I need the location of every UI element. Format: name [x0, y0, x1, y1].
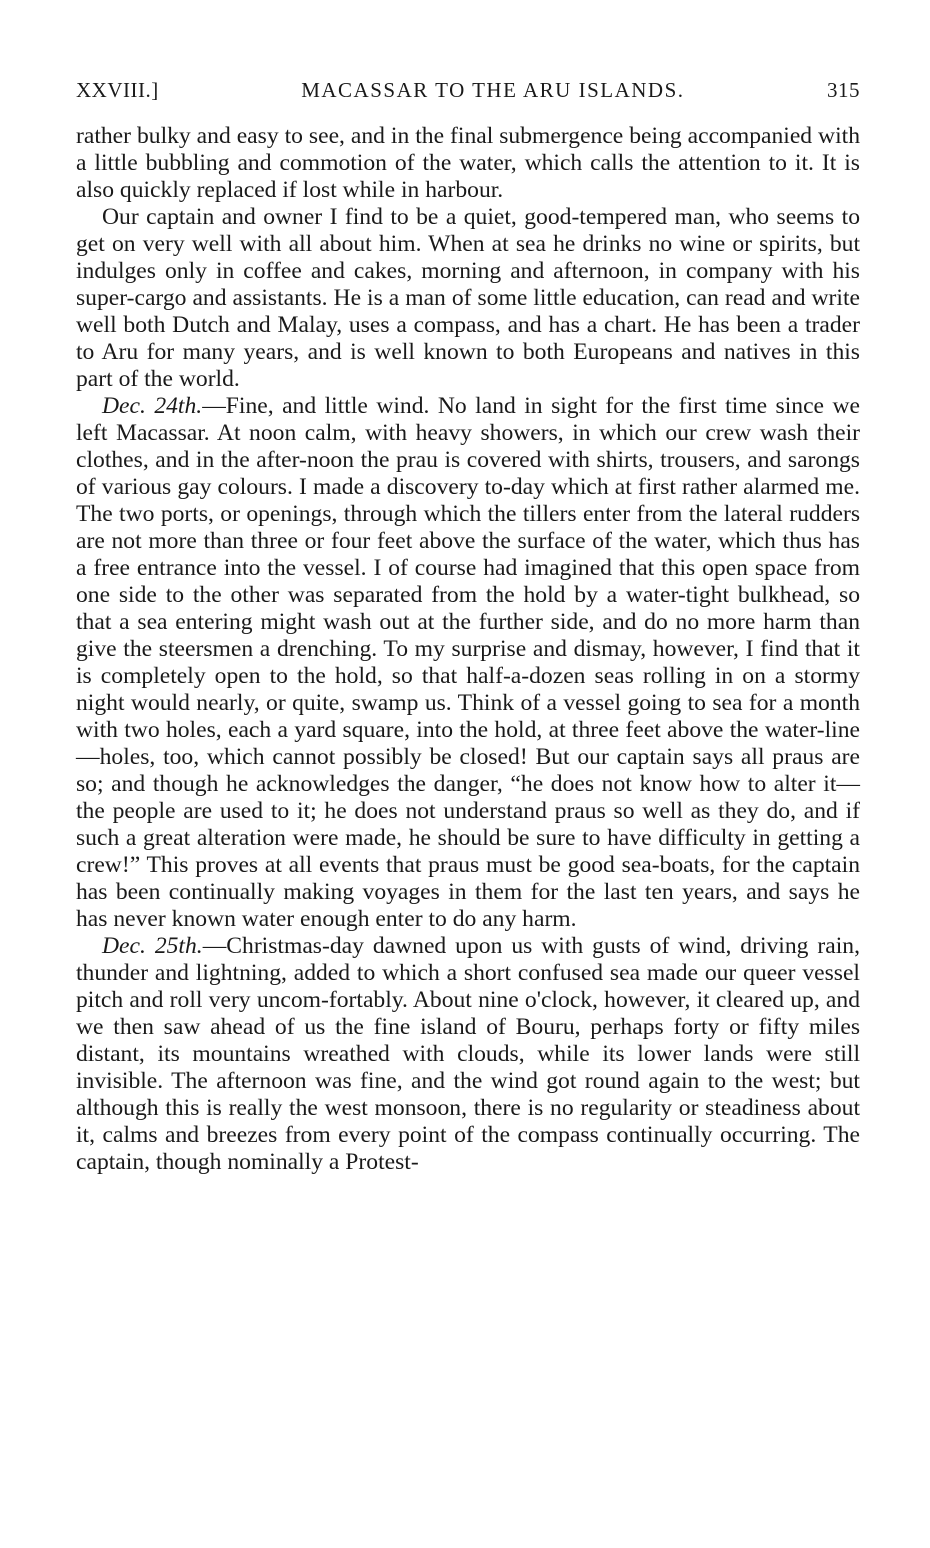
date-label: Dec. 24th. [102, 393, 203, 419]
date-label: Dec. 25th. [102, 933, 203, 959]
paragraph-text: —Fine, and little wind. No land in sight for the first time since we left Macassar. At noon calm, with heavy showers, in which our crew wash their clothes, and in the after-noon the prau is covered with shirts, trousers, and sarongs of various gay colours. I made a discovery to-day which at first rather alarmed me. The two ports, or openings, through which the tillers enter from the lateral rudders are not more than three or four feet above the surface of the water, which thus has a free entrance into the vessel. I of course had imagined that this open space from one side to the other was separated from the hold by a water-tight bulkhead, so that a sea entering might wash out at the further side, and do no more harm than give the steersmen a drenching. To my surprise and dismay, however, I find that it is completely open to the hold, so that half-a-dozen seas rolling in on a stormy night would nearly, or quite, swamp us. Think of a vessel going to sea for a month with two holes, each a yard square, into the hold, at three feet above the water-line—holes, too, which cannot possibly be closed! But our captain says all praus are so; and though he acknowledges the danger, “he does not know how to alter it—the people are used to it; he does not understand praus so well as they do, and if such a great alteration were made, he should be sure to have difficulty in getting a crew!” This proves at all events that praus must be good sea-boats, for the captain has been continually making voyages in them for the last ten years, and says he has never known water enough enter to do any harm. [76, 393, 860, 932]
paragraph-text: Our captain and owner I find to be a quiet, good-tempered man, who seems to get on very well with all about him. When at sea he drinks no wine or spirits, but indulges only in coffee and cakes, morning and afternoon, in company with his super-cargo and assistants. He is a man of some little education, can read and write well both Dutch and Malay, uses a compass, and has a chart. He has been a trader to Aru for many years, and is well known to both Europeans and natives in this part of the world. [76, 204, 860, 392]
running-title: MACASSAR TO THE ARU ISLANDS. [301, 78, 685, 102]
page-number: 315 [827, 78, 860, 102]
chapter-number: XXVIII.] [76, 78, 159, 102]
paragraph-captain [76, 204, 860, 393]
paragraph-dec-25 [76, 933, 860, 1176]
paragraph-text: rather bulky and easy to see, and in the final submergence being accompanied with a little bubbling and commotion of the water, which calls the attention to it. It is also quickly replaced if lost while in harbour. [76, 123, 860, 203]
paragraph-text: —Christmas-day dawned upon us with gusts of wind, driving rain, thunder and lightning, added to which a short confused sea made our queer vessel pitch and roll very uncom-fortably. About nine o'clock, however, it cleared up, and we then saw ahead of us the fine island of Bouru, perhaps forty or fifty miles distant, its mountains wreathed with clouds, while its lower lands were still invisible. The afternoon was fine, and the wind got round again to the west; but although this is really the west monsoon, there is no regularity or steadiness about it, calms and breezes from every point of the compass continually occurring. The captain, though nominally a Protest- [76, 933, 860, 1175]
paragraph-dec-24 [76, 393, 860, 933]
paragraph-continued [76, 123, 860, 204]
running-head [76, 78, 860, 103]
book-page [76, 78, 860, 1176]
body-text [76, 123, 860, 1176]
